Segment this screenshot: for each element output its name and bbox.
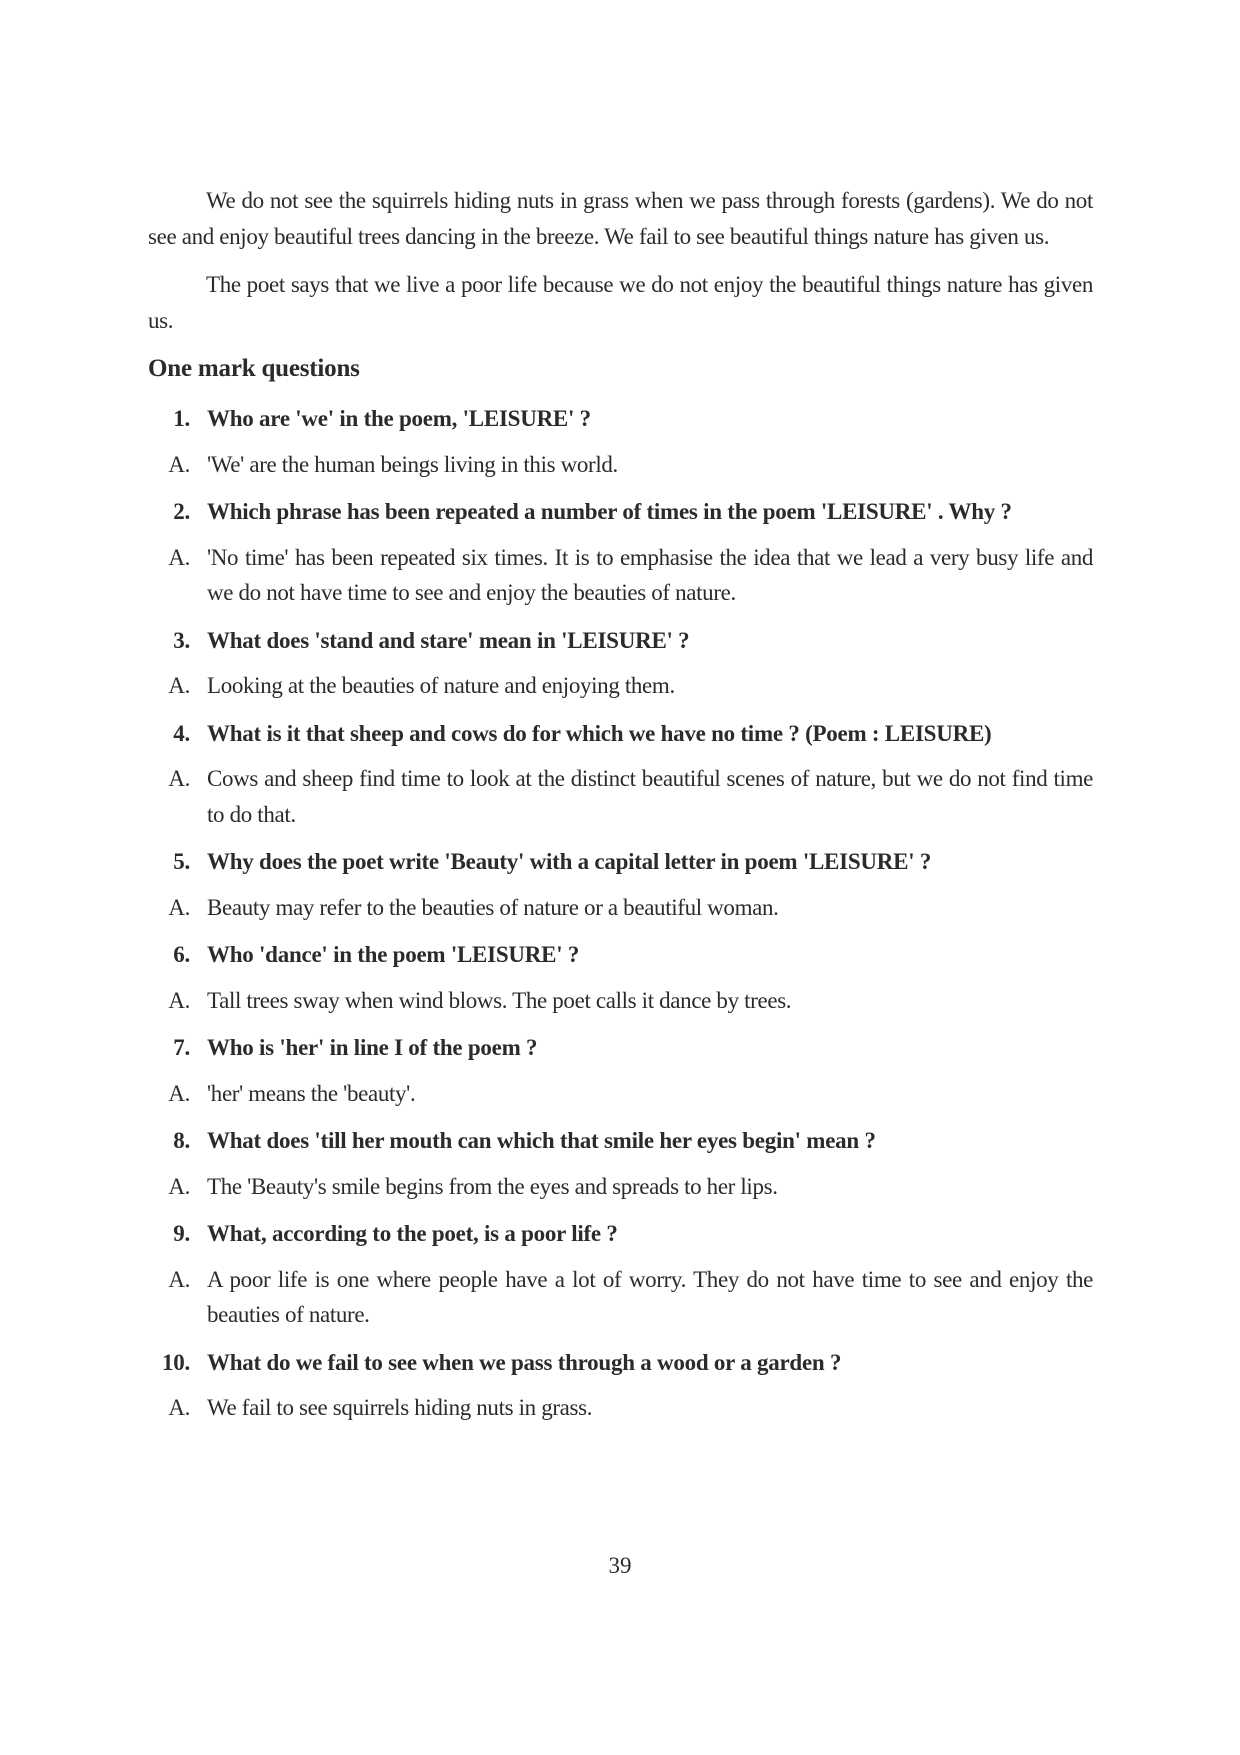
question-number: 3. <box>173 627 190 653</box>
question-item <box>148 623 1093 659</box>
question-text: What do we fail to see when we pass through a wood or a garden ? <box>207 1349 842 1375</box>
question-text: What, according to the poet, is a poor life ? <box>207 1221 618 1246</box>
question-item <box>148 1216 1093 1252</box>
answer-text: 'her' means the 'beauty'. <box>207 1080 416 1106</box>
answer-text: Looking at the beauties of nature and enjoying them. <box>207 673 675 698</box>
answer-marker: A. <box>168 673 190 698</box>
question-text: Why does the poet write 'Beauty' with a capital letter in poem 'LEISURE' ? <box>207 849 932 874</box>
intro-paragraph: We do not see the squirrels hiding nuts in grass when we pass through forests (gardens). We do not see and enjoy beautiful trees dancing in the breeze. We fail to see beautiful things nature has given us. <box>148 188 1093 249</box>
question-number: 8. <box>173 1128 190 1153</box>
answer-text: We fail to see squirrels hiding nuts in grass. <box>207 1395 593 1420</box>
question-text: Who are 'we' in the poem, 'LEISURE' ? <box>207 406 591 431</box>
answer-marker: A. <box>168 1266 190 1292</box>
answer-text: Tall trees sway when wind blows. The poet calls it dance by trees. <box>207 987 792 1013</box>
page-content <box>148 183 1093 1438</box>
question-item <box>148 844 1093 880</box>
answer-text: Cows and sheep find time to look at the distinct beautiful scenes of nature, but we do not find time to do that. <box>207 766 1093 827</box>
answer-text: Beauty may refer to the beauties of nature or a beautiful woman. <box>207 894 779 920</box>
question-text: What does 'till her mouth can which that smile her eyes begin' mean ? <box>207 1128 876 1153</box>
question-item <box>148 494 1093 530</box>
section-heading: One mark questions <box>148 355 360 382</box>
question-number: 9. <box>173 1221 190 1246</box>
question-number: 6. <box>173 942 190 967</box>
question-item <box>148 401 1093 437</box>
question-text: Which phrase has been repeated a number of times in the poem 'LEISURE' . Why ? <box>207 499 1012 524</box>
answer-item <box>148 1390 1093 1426</box>
question-text: Who is 'her' in line I of the poem ? <box>207 1035 538 1060</box>
answer-marker: A. <box>168 1173 190 1199</box>
answer-marker: A. <box>168 894 190 920</box>
answer-marker: A. <box>168 987 190 1013</box>
answer-text: 'We' are the human beings living in this world. <box>207 451 618 477</box>
page-number: 39 <box>608 1553 632 1578</box>
question-number: 1. <box>173 406 190 431</box>
answer-text: A poor life is one where people have a lot of worry. They do not have time to see and enjoy the beauties of nature. <box>207 1266 1093 1327</box>
answer-marker: A. <box>168 544 190 570</box>
question-text: Who 'dance' in the poem 'LEISURE' ? <box>207 942 580 967</box>
question-item <box>148 1123 1093 1159</box>
question-number: 7. <box>173 1035 190 1060</box>
question-item <box>148 716 1093 752</box>
answer-item <box>148 761 1093 832</box>
answer-item <box>148 668 1093 704</box>
question-item <box>148 1345 1093 1381</box>
answer-text: 'No time' has been repeated six times. It is to emphasise the idea that we lead a very busy life and we do not have time to see and enjoy the beauties of nature. <box>207 544 1093 605</box>
question-item <box>148 1030 1093 1066</box>
answer-item <box>148 890 1093 926</box>
question-number: 10. <box>162 1349 190 1375</box>
answer-text: The 'Beauty's smile begins from the eyes and spreads to her lips. <box>207 1173 778 1199</box>
answer-item <box>148 540 1093 611</box>
answer-item <box>148 1169 1093 1205</box>
question-number: 4. <box>173 720 190 746</box>
answer-marker: A. <box>168 451 190 477</box>
question-number: 2. <box>173 499 190 524</box>
answer-marker: A. <box>168 1395 190 1420</box>
question-text: What does 'stand and stare' mean in 'LEISURE' ? <box>207 627 690 653</box>
answer-marker: A. <box>168 766 190 791</box>
answer-item <box>148 1262 1093 1333</box>
question-item <box>148 937 1093 973</box>
answer-item <box>148 1076 1093 1112</box>
question-number: 5. <box>173 849 190 874</box>
answer-item <box>148 447 1093 483</box>
answer-marker: A. <box>168 1080 190 1106</box>
qa-list <box>148 401 1093 1426</box>
intro-paragraph: The poet says that we live a poor life because we do not enjoy the beautiful things nature has given us. <box>148 272 1093 333</box>
question-text: What is it that sheep and cows do for which we have no time ? (Poem : LEISURE) <box>207 720 992 746</box>
answer-item <box>148 983 1093 1019</box>
